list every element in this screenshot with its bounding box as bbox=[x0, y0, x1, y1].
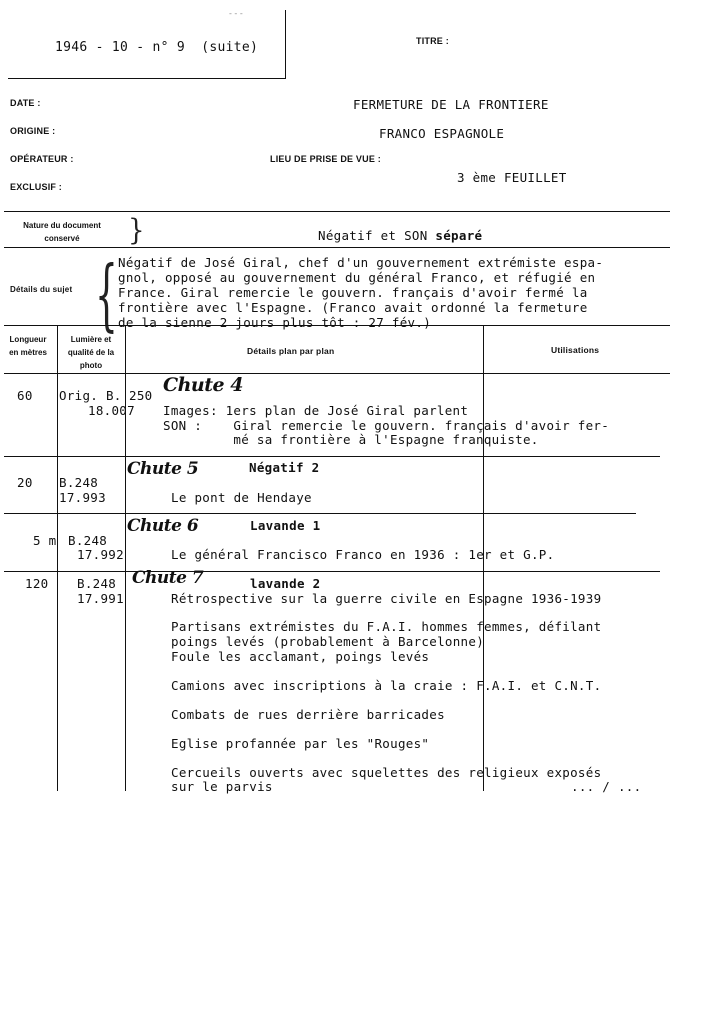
title-line-2: FRANCO ESPAGNOLE bbox=[379, 126, 505, 141]
row-detail-line: Foule les acclamant, poings levés bbox=[171, 649, 430, 664]
row-reference: B.248 bbox=[68, 533, 108, 548]
nature-value-text: Négatif et SON bbox=[318, 228, 436, 243]
row-length: 60 bbox=[17, 388, 33, 403]
col-header-lumiere bbox=[58, 333, 124, 372]
col-header-details: Détails plan par plan bbox=[247, 346, 335, 356]
row-heading: Lavande 1 bbox=[250, 518, 321, 533]
handwritten-chute: Chute 7 bbox=[132, 568, 204, 588]
row-detail-line: Rétrospective sur la guerre civile en Espagne 1936-1939 bbox=[171, 591, 602, 606]
row-length: 20 bbox=[17, 475, 33, 490]
row-length: 5 m bbox=[33, 533, 57, 548]
handwritten-chute: Chute 5 bbox=[127, 459, 199, 479]
handwritten-chute: Chute 6 bbox=[127, 516, 199, 536]
nature-value bbox=[318, 228, 482, 243]
details-brace-left: { bbox=[95, 250, 118, 341]
document-reference: 1946 - 10 - n° 9 (suite) bbox=[55, 40, 259, 55]
nature-label-line-1: Nature du document bbox=[23, 221, 101, 230]
nature-brace: } bbox=[128, 214, 145, 248]
row-length: 120 bbox=[25, 576, 49, 591]
origine-label: ORIGINE : bbox=[10, 126, 56, 136]
operateur-label: OPÉRATEUR : bbox=[10, 154, 74, 164]
col-header-utilisations: Utilisations bbox=[551, 345, 600, 355]
row-detail-line: Cercueils ouverts avec squelettes des religieux exposés bbox=[171, 765, 602, 780]
row-detail-line: sur le parvis bbox=[171, 779, 273, 794]
handwritten-chute: Chute 4 bbox=[163, 374, 243, 396]
titre-label: TITRE : bbox=[416, 36, 449, 46]
lieu-label: LIEU DE PRISE DE VUE : bbox=[270, 154, 381, 164]
col-header-lumiere-text: Lumière et qualité de la photo bbox=[67, 335, 115, 370]
row-detail-line: Eglise profannée par les "Rouges" bbox=[171, 736, 430, 751]
subject-line-5: de la sienne 2 jours plus tôt : 27 fév.) bbox=[118, 315, 432, 330]
feuillet: 3 ème FEUILLET bbox=[457, 170, 567, 185]
row-number: 250 bbox=[129, 388, 153, 403]
row-reference: B.248 bbox=[59, 475, 99, 490]
row-reference-number: 17.991 bbox=[77, 591, 124, 606]
row-reference-number: 17.993 bbox=[59, 490, 106, 505]
nature-value-emphasis: séparé bbox=[435, 228, 483, 243]
row-reference: B.248 bbox=[77, 576, 117, 591]
exclusif-label: EXCLUSIF : bbox=[10, 182, 63, 192]
row-reference-number: 18.007 bbox=[88, 403, 135, 418]
row-detail-line: mé sa frontière à l'Espagne franquiste. bbox=[163, 432, 539, 447]
row-detail-line: Camions avec inscriptions à la craie : F.A.I. et C.N.T. bbox=[171, 678, 602, 693]
nature-label-line-2: conservé bbox=[44, 234, 80, 243]
row-detail-line: Images: 1ers plan de José Giral parlent bbox=[163, 403, 469, 418]
row-detail-line: Partisans extrémistes du F.A.I. hommes femmes, défilant bbox=[171, 619, 602, 634]
row-reference-number: 17.992 bbox=[77, 547, 124, 562]
row-detail-line: Le pont de Hendaye bbox=[171, 490, 312, 505]
row-detail-line: Le général Francisco Franco en 1936 : 1er et G.P. bbox=[171, 547, 555, 562]
row-detail-line: poings levés (probablement à Barcelonne) bbox=[171, 634, 485, 649]
row-reference: Orig. B. bbox=[59, 388, 122, 403]
date-label: DATE : bbox=[10, 98, 41, 108]
nature-label bbox=[4, 219, 120, 245]
row-detail-line: SON : Giral remercie le gouvern. français d'avoir fer- bbox=[163, 418, 610, 433]
continuation-mark: ... / ... bbox=[571, 779, 642, 794]
subject-line-1: Négatif de José Giral, chef d'un gouvernement extrémiste espa- bbox=[118, 255, 604, 270]
row-heading: Négatif 2 bbox=[249, 460, 320, 475]
row-heading: lavande 2 bbox=[250, 576, 321, 591]
col-header-longueur-text: Longueur en mètres bbox=[9, 335, 47, 357]
details-sujet-label: Détails du sujet bbox=[10, 285, 73, 294]
subject-line-3: France. Giral remercie le gouvern. français d'avoir fermé la bbox=[118, 285, 588, 300]
subject-line-2: gnol, opposé au gouvernement du général Franco, et réfugié en bbox=[118, 270, 596, 285]
subject-line-4: frontière avec l'Espagne. (Franco avait ordonné la fermeture bbox=[118, 300, 588, 315]
row-detail-line: Combats de rues derrière barricades bbox=[171, 707, 445, 722]
title-line-1: FERMETURE DE LA FRONTIERE bbox=[353, 97, 549, 112]
col-header-longueur bbox=[6, 333, 50, 359]
